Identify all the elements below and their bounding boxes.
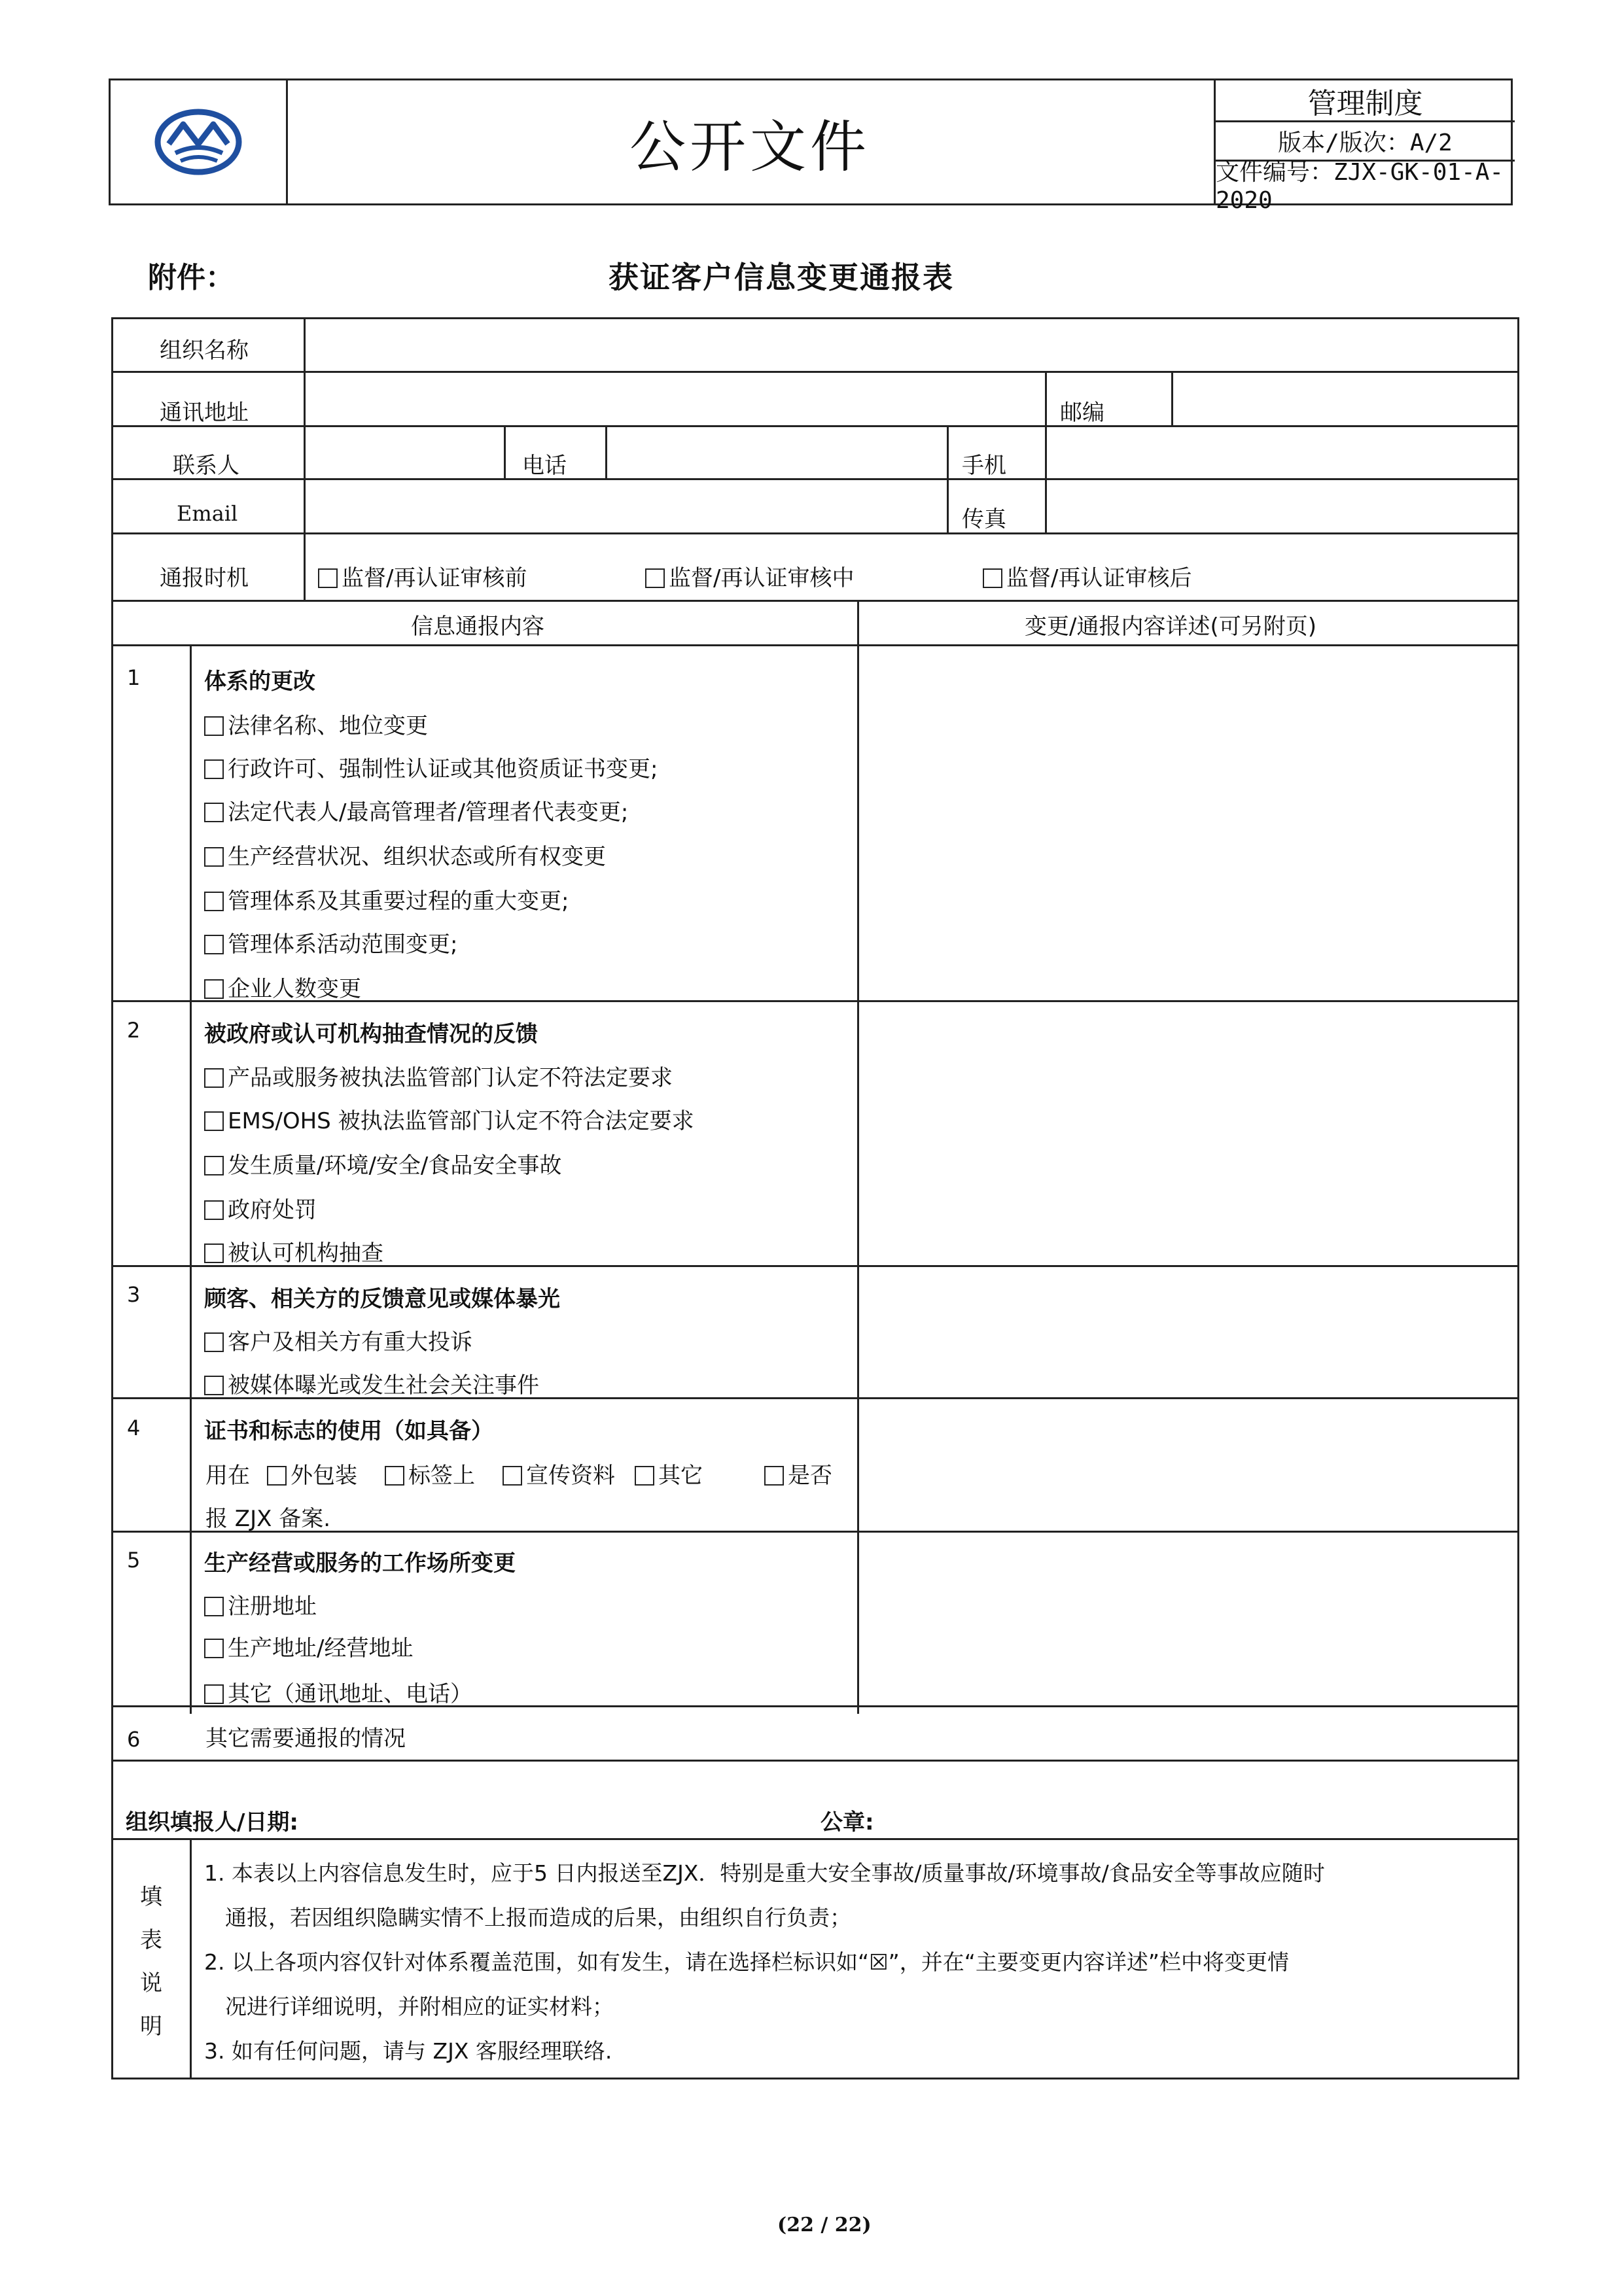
org-name-field[interactable] bbox=[308, 321, 1515, 369]
timing-option-after[interactable]: 监督/再认证审核后 bbox=[983, 560, 1192, 592]
checkbox-icon[interactable] bbox=[267, 1466, 287, 1486]
checkbox-icon[interactable] bbox=[635, 1466, 654, 1486]
section-2-title: 被政府或认可机构抽查情况的反馈 bbox=[204, 1021, 538, 1047]
section-4-title: 证书和标志的使用（如具备） bbox=[204, 1418, 493, 1444]
section-1-item[interactable]: 法律名称、地位变更 bbox=[204, 708, 428, 740]
content-header: 信息通报内容 bbox=[411, 614, 544, 640]
section-6-detail-field[interactable] bbox=[861, 1709, 1515, 1758]
checkbox-icon[interactable] bbox=[385, 1466, 404, 1486]
mobile-label: 手机 bbox=[962, 453, 1006, 479]
address-field[interactable] bbox=[308, 374, 1043, 423]
note-line: 3. 如有任何问题，请与 ZJX 客服经理联络. bbox=[204, 2038, 612, 2064]
section-2-detail-field[interactable] bbox=[861, 1003, 1515, 1263]
checkbox-icon[interactable] bbox=[503, 1466, 522, 1486]
checkbox-icon[interactable] bbox=[204, 759, 224, 779]
section-1-item[interactable]: 管理体系及其重要过程的重大变更; bbox=[204, 883, 569, 915]
contact-label: 联系人 bbox=[173, 453, 239, 479]
company-logo bbox=[149, 106, 247, 178]
reporter-label: 组织填报人/日期: bbox=[126, 1809, 299, 1835]
checkbox-icon[interactable] bbox=[204, 716, 224, 736]
checkbox-icon[interactable] bbox=[204, 1068, 224, 1088]
section-2-item[interactable]: 政府处罚 bbox=[204, 1192, 317, 1224]
mobile-field[interactable] bbox=[1049, 428, 1515, 476]
checkbox-icon[interactable] bbox=[204, 1244, 224, 1263]
contact-field[interactable] bbox=[308, 428, 502, 476]
section-1-title: 体系的更改 bbox=[204, 669, 315, 695]
checkbox-icon[interactable] bbox=[204, 1684, 224, 1704]
seal-label: 公章: bbox=[821, 1809, 874, 1835]
checkbox-icon[interactable] bbox=[204, 1200, 224, 1220]
attachment-label: 附件： bbox=[148, 261, 234, 294]
use-option-whether[interactable]: 是否 bbox=[764, 1457, 832, 1489]
checkbox-icon[interactable] bbox=[204, 892, 224, 911]
section-2-item[interactable]: 发生质量/环境/安全/食品安全事故 bbox=[204, 1147, 561, 1179]
checkbox-icon[interactable] bbox=[204, 803, 224, 822]
section-5-number: 5 bbox=[127, 1548, 141, 1573]
header-title: 公开文件 bbox=[629, 114, 870, 180]
use-option-other[interactable]: 其它 bbox=[635, 1457, 703, 1489]
section-6-number: 6 bbox=[127, 1727, 141, 1752]
section-3-detail-field[interactable] bbox=[861, 1268, 1515, 1395]
checkbox-icon[interactable] bbox=[204, 979, 224, 999]
section-2-item[interactable]: 被认可机构抽查 bbox=[204, 1235, 383, 1267]
use-option-promo[interactable]: 宣传资料 bbox=[503, 1457, 615, 1489]
org-name-label: 组织名称 bbox=[160, 338, 249, 364]
section-4-use-prefix: 用在 bbox=[205, 1463, 250, 1489]
section-1-item[interactable]: 企业人数变更 bbox=[204, 971, 361, 1003]
section-3-title: 顾客、相关方的反馈意见或媒体暴光 bbox=[204, 1286, 560, 1312]
section-4-number: 4 bbox=[127, 1416, 141, 1440]
section-1-item[interactable]: 行政许可、强制性认证或其他资质证书变更; bbox=[204, 751, 658, 783]
section-1-item[interactable]: 管理体系活动范围变更; bbox=[204, 926, 457, 958]
timing-label: 通报时机 bbox=[160, 565, 249, 591]
email-field[interactable] bbox=[308, 481, 945, 531]
logo-cell bbox=[111, 80, 288, 203]
notes-side-label: 说 bbox=[140, 1970, 162, 1996]
section-3-item[interactable]: 客户及相关方有重大投诉 bbox=[204, 1324, 472, 1356]
section-5-item[interactable]: 注册地址 bbox=[204, 1588, 317, 1620]
section-5-detail-field[interactable] bbox=[861, 1534, 1515, 1703]
section-5-item[interactable]: 其它（通讯地址、电话） bbox=[204, 1676, 472, 1708]
section-1-item[interactable]: 生产经营状况、组织状态或所有权变更 bbox=[204, 839, 606, 871]
fax-label: 传真 bbox=[962, 506, 1006, 532]
section-3-number: 3 bbox=[127, 1282, 141, 1307]
note-line: 1. 本表以上内容信息发生时，应于5 日内报送至ZJX．特别是重大安全事故/质量事故/环境事故/食品安全等事故应随时 bbox=[204, 1860, 1325, 1886]
section-5-item[interactable]: 生产地址/经营地址 bbox=[204, 1630, 413, 1662]
section-5-title: 生产经营或服务的工作场所变更 bbox=[204, 1550, 516, 1576]
checkbox-icon[interactable] bbox=[318, 568, 338, 588]
checkbox-icon[interactable] bbox=[204, 935, 224, 954]
section-6-title: 其它需要通报的情况 bbox=[205, 1726, 406, 1752]
detail-header: 变更/通报内容详述(可另附页) bbox=[1025, 614, 1316, 640]
checkbox-icon[interactable] bbox=[204, 1111, 224, 1131]
postcode-label: 邮编 bbox=[1060, 400, 1104, 426]
page-number: (22 / 22) bbox=[777, 2214, 872, 2236]
checkbox-icon[interactable] bbox=[204, 847, 224, 867]
postcode-field[interactable] bbox=[1175, 374, 1515, 423]
checkbox-icon[interactable] bbox=[204, 1639, 224, 1658]
checkbox-icon[interactable] bbox=[764, 1466, 784, 1486]
checkbox-icon[interactable] bbox=[983, 568, 1002, 588]
section-1-item[interactable]: 法定代表人/最高管理者/管理者代表变更; bbox=[204, 794, 628, 826]
section-3-item[interactable]: 被媒体曝光或发生社会关注事件 bbox=[204, 1367, 539, 1399]
use-option-outer-package[interactable]: 外包装 bbox=[267, 1457, 357, 1489]
checkbox-icon[interactable] bbox=[204, 1376, 224, 1395]
notes-side-label: 表 bbox=[140, 1927, 162, 1953]
section-2-item[interactable]: EMS/OHS 被执法监管部门认定不符合法定要求 bbox=[204, 1103, 694, 1135]
email-label: Email bbox=[177, 501, 238, 526]
form-title: 获证客户信息变更通报表 bbox=[609, 260, 954, 295]
document-header bbox=[109, 78, 1513, 214]
notes-side-label: 明 bbox=[140, 2013, 162, 2040]
section-1-number: 1 bbox=[127, 665, 141, 690]
phone-field[interactable] bbox=[609, 428, 945, 476]
section-2-number: 2 bbox=[127, 1018, 141, 1043]
section-4-use-suffix: 报 ZJX 备案. bbox=[205, 1506, 331, 1532]
section-4-detail-field[interactable] bbox=[861, 1400, 1515, 1529]
doc-category: 管理制度 bbox=[1216, 80, 1515, 122]
phone-label: 电话 bbox=[522, 453, 567, 479]
doc-number: 文件编号：ZJX-GK-01-A-2020 bbox=[1216, 158, 1504, 214]
section-1-detail-field[interactable] bbox=[861, 648, 1515, 998]
checkbox-icon[interactable] bbox=[204, 1597, 224, 1616]
fax-field[interactable] bbox=[1049, 481, 1515, 531]
use-option-label[interactable]: 标签上 bbox=[385, 1457, 475, 1489]
note-line: 通报，若因组织隐瞒实情不上报而造成的后果，由组织自行负责； bbox=[225, 1905, 851, 1930]
checkbox-icon[interactable] bbox=[645, 568, 665, 588]
note-line: 况进行详细说明，并附相应的证实材料； bbox=[225, 1994, 614, 2019]
timing-option-during[interactable]: 监督/再认证审核中 bbox=[645, 560, 854, 592]
checkbox-icon[interactable] bbox=[204, 1156, 224, 1175]
checkbox-icon[interactable] bbox=[204, 1332, 224, 1352]
header-meta bbox=[1214, 80, 1515, 214]
note-line: 2. 以上各项内容仅针对体系覆盖范围，如有发生，请在选择栏标识如“☒”，并在“主要变更内容详述”栏中将变更情 bbox=[204, 1949, 1289, 1975]
doc-version: 版本/版次：A/2 bbox=[1216, 122, 1515, 162]
timing-option-before[interactable]: 监督/再认证审核前 bbox=[318, 560, 527, 592]
notes-side-label: 填 bbox=[140, 1884, 162, 1910]
address-label: 通讯地址 bbox=[160, 400, 249, 426]
section-2-item[interactable]: 产品或服务被执法监管部门认定不符法定要求 bbox=[204, 1060, 673, 1092]
